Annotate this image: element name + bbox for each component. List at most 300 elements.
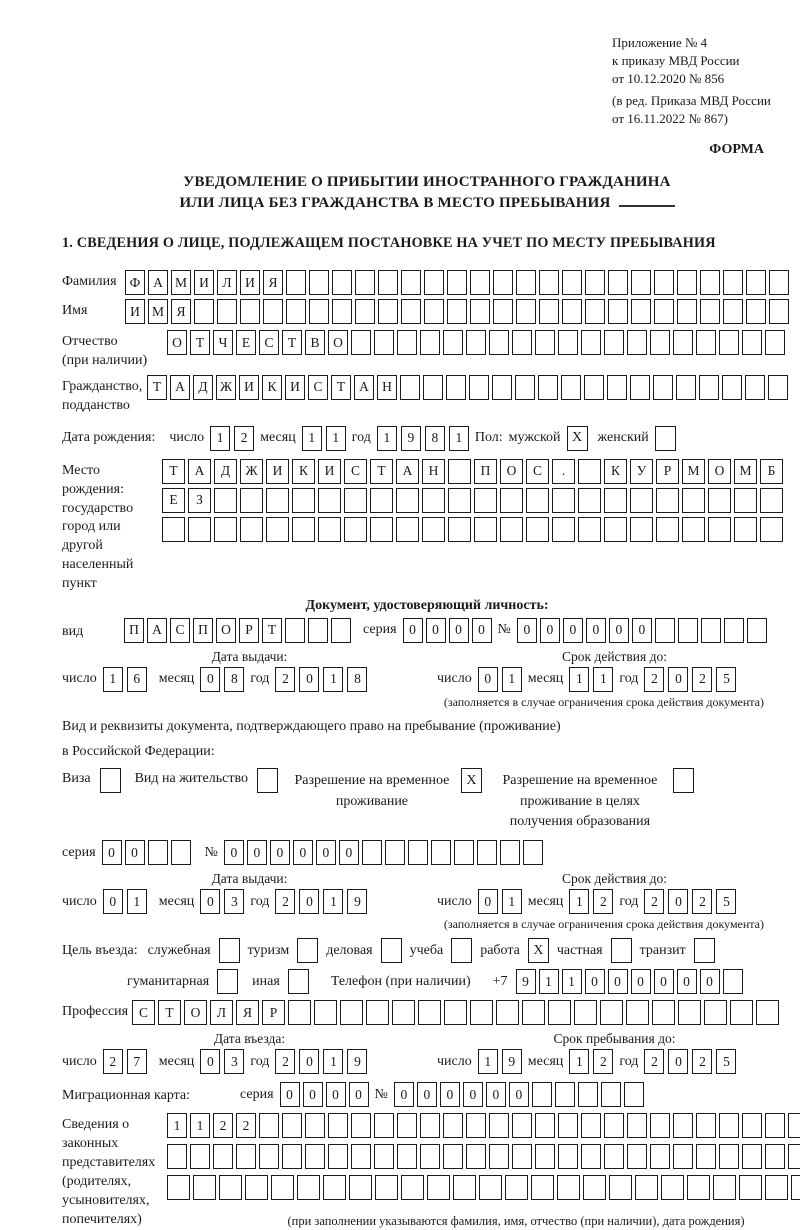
char-box[interactable] bbox=[708, 488, 731, 513]
char-box[interactable]: 1 bbox=[593, 667, 613, 692]
char-box[interactable] bbox=[500, 517, 523, 542]
char-box[interactable]: И bbox=[125, 299, 145, 324]
char-box[interactable] bbox=[769, 270, 789, 295]
char-box[interactable] bbox=[722, 375, 742, 400]
char-box[interactable] bbox=[370, 488, 393, 513]
char-box[interactable]: 0 bbox=[299, 667, 319, 692]
char-box[interactable] bbox=[687, 1175, 710, 1200]
char-box[interactable] bbox=[214, 488, 237, 513]
char-box[interactable] bbox=[700, 299, 720, 324]
char-box[interactable] bbox=[769, 299, 789, 324]
char-box[interactable] bbox=[578, 1082, 598, 1107]
char-box[interactable] bbox=[558, 330, 578, 355]
char-box[interactable] bbox=[723, 969, 743, 994]
char-box[interactable] bbox=[724, 618, 744, 643]
char-box[interactable] bbox=[760, 488, 783, 513]
char-box[interactable]: 0 bbox=[478, 667, 498, 692]
char-box[interactable]: 0 bbox=[440, 1082, 460, 1107]
char-box[interactable] bbox=[418, 1000, 441, 1025]
char-box[interactable] bbox=[516, 270, 536, 295]
char-box[interactable] bbox=[604, 1113, 624, 1138]
char-box[interactable]: Е bbox=[236, 330, 256, 355]
char-box[interactable] bbox=[318, 517, 341, 542]
char-box[interactable] bbox=[604, 517, 627, 542]
char-box[interactable] bbox=[765, 1113, 785, 1138]
char-box[interactable] bbox=[328, 1113, 348, 1138]
char-box[interactable] bbox=[446, 375, 466, 400]
char-box[interactable] bbox=[608, 299, 628, 324]
char-box[interactable] bbox=[708, 517, 731, 542]
char-box[interactable] bbox=[581, 1144, 601, 1169]
char-box[interactable]: Т bbox=[262, 618, 282, 643]
char-box[interactable] bbox=[583, 1175, 606, 1200]
char-box[interactable]: 2 bbox=[213, 1113, 233, 1138]
char-box[interactable]: М bbox=[171, 270, 191, 295]
char-box[interactable]: 9 bbox=[502, 1049, 522, 1074]
purpose-private-checkbox[interactable] bbox=[611, 938, 632, 963]
temp-residence-edu-checkbox[interactable] bbox=[673, 768, 694, 793]
char-box[interactable] bbox=[548, 1000, 571, 1025]
char-box[interactable]: 0 bbox=[677, 969, 697, 994]
char-box[interactable] bbox=[332, 299, 352, 324]
char-box[interactable] bbox=[474, 488, 497, 513]
char-box[interactable]: 1 bbox=[377, 426, 397, 451]
char-box[interactable]: 1 bbox=[478, 1049, 498, 1074]
char-box[interactable]: 5 bbox=[716, 889, 736, 914]
char-box[interactable] bbox=[696, 1113, 716, 1138]
char-box[interactable]: С bbox=[344, 459, 367, 484]
char-box[interactable]: 2 bbox=[236, 1113, 256, 1138]
char-box[interactable]: Р bbox=[656, 459, 679, 484]
char-box[interactable]: 2 bbox=[593, 1049, 613, 1074]
char-box[interactable] bbox=[349, 1175, 372, 1200]
char-box[interactable]: 1 bbox=[323, 667, 343, 692]
char-box[interactable] bbox=[443, 1144, 463, 1169]
char-box[interactable]: К bbox=[262, 375, 282, 400]
char-box[interactable]: 9 bbox=[516, 969, 536, 994]
char-box[interactable]: 6 bbox=[127, 667, 147, 692]
char-box[interactable] bbox=[448, 459, 471, 484]
char-box[interactable] bbox=[282, 1113, 302, 1138]
char-box[interactable] bbox=[397, 1113, 417, 1138]
char-box[interactable] bbox=[431, 840, 451, 865]
char-box[interactable]: Т bbox=[331, 375, 351, 400]
char-box[interactable] bbox=[624, 1082, 644, 1107]
char-box[interactable]: 0 bbox=[463, 1082, 483, 1107]
char-box[interactable] bbox=[489, 330, 509, 355]
char-box[interactable] bbox=[443, 1113, 463, 1138]
char-box[interactable]: 1 bbox=[323, 889, 343, 914]
char-box[interactable] bbox=[734, 517, 757, 542]
char-box[interactable] bbox=[344, 488, 367, 513]
char-box[interactable]: С bbox=[526, 459, 549, 484]
char-box[interactable] bbox=[512, 330, 532, 355]
char-box[interactable] bbox=[535, 330, 555, 355]
char-box[interactable]: Ж bbox=[240, 459, 263, 484]
char-box[interactable] bbox=[392, 1000, 415, 1025]
char-box[interactable] bbox=[385, 840, 405, 865]
char-box[interactable] bbox=[454, 840, 474, 865]
char-box[interactable] bbox=[259, 1113, 279, 1138]
char-box[interactable] bbox=[523, 840, 543, 865]
char-box[interactable]: 0 bbox=[509, 1082, 529, 1107]
char-box[interactable] bbox=[676, 375, 696, 400]
char-box[interactable]: 0 bbox=[339, 840, 359, 865]
char-box[interactable]: Л bbox=[217, 270, 237, 295]
char-box[interactable] bbox=[745, 375, 765, 400]
char-box[interactable] bbox=[422, 488, 445, 513]
char-box[interactable] bbox=[505, 1175, 528, 1200]
char-box[interactable] bbox=[366, 1000, 389, 1025]
char-box[interactable]: 0 bbox=[270, 840, 290, 865]
char-box[interactable] bbox=[351, 1144, 371, 1169]
char-box[interactable] bbox=[552, 517, 575, 542]
char-box[interactable] bbox=[323, 1175, 346, 1200]
char-box[interactable] bbox=[538, 375, 558, 400]
char-box[interactable]: А bbox=[148, 270, 168, 295]
char-box[interactable] bbox=[713, 1175, 736, 1200]
char-box[interactable] bbox=[701, 618, 721, 643]
char-box[interactable] bbox=[309, 270, 329, 295]
char-box[interactable] bbox=[370, 517, 393, 542]
char-box[interactable] bbox=[661, 1175, 684, 1200]
char-box[interactable] bbox=[443, 330, 463, 355]
char-box[interactable]: 1 bbox=[569, 1049, 589, 1074]
char-box[interactable] bbox=[308, 618, 328, 643]
char-box[interactable]: 0 bbox=[125, 840, 145, 865]
char-box[interactable]: 0 bbox=[632, 618, 652, 643]
char-box[interactable] bbox=[585, 270, 605, 295]
char-box[interactable] bbox=[374, 330, 394, 355]
char-box[interactable]: А bbox=[147, 618, 167, 643]
char-box[interactable] bbox=[578, 459, 601, 484]
char-box[interactable] bbox=[581, 1113, 601, 1138]
purpose-business-checkbox[interactable] bbox=[381, 938, 402, 963]
char-box[interactable] bbox=[444, 1000, 467, 1025]
char-box[interactable]: О bbox=[328, 330, 348, 355]
char-box[interactable] bbox=[535, 1113, 555, 1138]
char-box[interactable] bbox=[627, 330, 647, 355]
char-box[interactable] bbox=[739, 1175, 762, 1200]
char-box[interactable] bbox=[626, 1000, 649, 1025]
char-box[interactable] bbox=[557, 1175, 580, 1200]
char-box[interactable]: А bbox=[354, 375, 374, 400]
char-box[interactable]: 0 bbox=[486, 1082, 506, 1107]
purpose-transit-checkbox[interactable] bbox=[694, 938, 715, 963]
char-box[interactable]: 0 bbox=[224, 840, 244, 865]
char-box[interactable] bbox=[194, 299, 214, 324]
char-box[interactable] bbox=[723, 299, 743, 324]
char-box[interactable] bbox=[555, 1082, 575, 1107]
char-box[interactable] bbox=[678, 1000, 701, 1025]
char-box[interactable] bbox=[397, 1144, 417, 1169]
char-box[interactable]: Ч bbox=[213, 330, 233, 355]
purpose-study-checkbox[interactable] bbox=[451, 938, 472, 963]
char-box[interactable] bbox=[245, 1175, 268, 1200]
char-box[interactable]: 1 bbox=[103, 667, 123, 692]
char-box[interactable] bbox=[760, 517, 783, 542]
char-box[interactable] bbox=[788, 1144, 800, 1169]
char-box[interactable]: О bbox=[216, 618, 236, 643]
char-box[interactable]: И bbox=[239, 375, 259, 400]
char-box[interactable] bbox=[719, 1144, 739, 1169]
char-box[interactable] bbox=[539, 299, 559, 324]
char-box[interactable] bbox=[630, 375, 650, 400]
char-box[interactable]: 1 bbox=[562, 969, 582, 994]
char-box[interactable] bbox=[236, 1144, 256, 1169]
char-box[interactable] bbox=[673, 1113, 693, 1138]
char-box[interactable] bbox=[746, 299, 766, 324]
char-box[interactable]: 1 bbox=[167, 1113, 187, 1138]
char-box[interactable] bbox=[400, 375, 420, 400]
char-box[interactable] bbox=[531, 1175, 554, 1200]
char-box[interactable] bbox=[788, 1113, 800, 1138]
char-box[interactable]: М bbox=[734, 459, 757, 484]
char-box[interactable]: Н bbox=[422, 459, 445, 484]
char-box[interactable] bbox=[340, 1000, 363, 1025]
char-box[interactable]: 0 bbox=[472, 618, 492, 643]
char-box[interactable] bbox=[214, 517, 237, 542]
char-box[interactable]: Д bbox=[214, 459, 237, 484]
purpose-humanitarian-checkbox[interactable] bbox=[217, 969, 238, 994]
char-box[interactable]: 0 bbox=[403, 618, 423, 643]
char-box[interactable] bbox=[535, 1144, 555, 1169]
char-box[interactable] bbox=[562, 299, 582, 324]
char-box[interactable] bbox=[332, 270, 352, 295]
char-box[interactable] bbox=[630, 517, 653, 542]
char-box[interactable] bbox=[747, 618, 767, 643]
char-box[interactable] bbox=[630, 488, 653, 513]
visa-checkbox[interactable] bbox=[100, 768, 121, 793]
char-box[interactable] bbox=[466, 330, 486, 355]
char-box[interactable] bbox=[305, 1113, 325, 1138]
char-box[interactable] bbox=[477, 840, 497, 865]
char-box[interactable] bbox=[148, 840, 168, 865]
char-box[interactable] bbox=[515, 375, 535, 400]
sex-male-checkbox[interactable]: X bbox=[567, 426, 588, 451]
char-box[interactable]: О bbox=[500, 459, 523, 484]
char-box[interactable]: 9 bbox=[347, 1049, 367, 1074]
char-box[interactable] bbox=[318, 488, 341, 513]
char-box[interactable] bbox=[378, 270, 398, 295]
char-box[interactable] bbox=[448, 488, 471, 513]
char-box[interactable] bbox=[466, 1144, 486, 1169]
char-box[interactable]: Я bbox=[171, 299, 191, 324]
char-box[interactable]: 7 bbox=[127, 1049, 147, 1074]
char-box[interactable] bbox=[604, 330, 624, 355]
char-box[interactable]: 0 bbox=[609, 618, 629, 643]
char-box[interactable] bbox=[584, 375, 604, 400]
char-box[interactable] bbox=[730, 1000, 753, 1025]
char-box[interactable] bbox=[427, 1175, 450, 1200]
char-box[interactable]: 0 bbox=[303, 1082, 323, 1107]
char-box[interactable] bbox=[374, 1144, 394, 1169]
char-box[interactable] bbox=[466, 1113, 486, 1138]
char-box[interactable] bbox=[240, 299, 260, 324]
char-box[interactable]: Д bbox=[193, 375, 213, 400]
char-box[interactable]: 1 bbox=[326, 426, 346, 451]
char-box[interactable]: И bbox=[240, 270, 260, 295]
char-box[interactable]: 0 bbox=[349, 1082, 369, 1107]
char-box[interactable] bbox=[704, 1000, 727, 1025]
char-box[interactable] bbox=[292, 517, 315, 542]
purpose-tourism-checkbox[interactable] bbox=[297, 938, 318, 963]
char-box[interactable]: Е bbox=[162, 488, 185, 513]
char-box[interactable]: 0 bbox=[585, 969, 605, 994]
char-box[interactable]: 9 bbox=[401, 426, 421, 451]
char-box[interactable]: 2 bbox=[103, 1049, 123, 1074]
char-box[interactable] bbox=[654, 299, 674, 324]
char-box[interactable]: 2 bbox=[593, 889, 613, 914]
char-box[interactable] bbox=[351, 1113, 371, 1138]
char-box[interactable] bbox=[512, 1113, 532, 1138]
char-box[interactable]: 1 bbox=[190, 1113, 210, 1138]
char-box[interactable]: 0 bbox=[426, 618, 446, 643]
char-box[interactable] bbox=[188, 517, 211, 542]
char-box[interactable] bbox=[682, 488, 705, 513]
char-box[interactable] bbox=[656, 517, 679, 542]
char-box[interactable]: Т bbox=[147, 375, 167, 400]
char-box[interactable]: 1 bbox=[502, 667, 522, 692]
char-box[interactable]: 1 bbox=[127, 889, 147, 914]
char-box[interactable]: 0 bbox=[517, 618, 537, 643]
char-box[interactable]: С bbox=[132, 1000, 155, 1025]
char-box[interactable] bbox=[719, 330, 739, 355]
char-box[interactable] bbox=[401, 1175, 424, 1200]
char-box[interactable] bbox=[470, 1000, 493, 1025]
char-box[interactable]: М bbox=[148, 299, 168, 324]
char-box[interactable] bbox=[746, 270, 766, 295]
char-box[interactable] bbox=[167, 1175, 190, 1200]
char-box[interactable]: 0 bbox=[200, 667, 220, 692]
char-box[interactable] bbox=[700, 270, 720, 295]
char-box[interactable] bbox=[469, 375, 489, 400]
char-box[interactable] bbox=[447, 270, 467, 295]
char-box[interactable] bbox=[492, 375, 512, 400]
char-box[interactable] bbox=[682, 517, 705, 542]
char-box[interactable]: 2 bbox=[275, 889, 295, 914]
residence-permit-checkbox[interactable] bbox=[257, 768, 278, 793]
char-box[interactable]: 0 bbox=[316, 840, 336, 865]
char-box[interactable]: А bbox=[188, 459, 211, 484]
char-box[interactable]: 2 bbox=[644, 889, 664, 914]
char-box[interactable]: 0 bbox=[200, 1049, 220, 1074]
char-box[interactable] bbox=[474, 517, 497, 542]
char-box[interactable] bbox=[608, 270, 628, 295]
char-box[interactable] bbox=[756, 1000, 779, 1025]
char-box[interactable]: К bbox=[292, 459, 315, 484]
char-box[interactable] bbox=[653, 375, 673, 400]
char-box[interactable]: Т bbox=[190, 330, 210, 355]
char-box[interactable]: 0 bbox=[103, 889, 123, 914]
char-box[interactable] bbox=[742, 330, 762, 355]
char-box[interactable]: 0 bbox=[654, 969, 674, 994]
char-box[interactable]: И bbox=[285, 375, 305, 400]
char-box[interactable] bbox=[424, 299, 444, 324]
char-box[interactable] bbox=[558, 1144, 578, 1169]
char-box[interactable]: 2 bbox=[692, 667, 712, 692]
char-box[interactable] bbox=[652, 1000, 675, 1025]
char-box[interactable] bbox=[765, 1144, 785, 1169]
char-box[interactable] bbox=[171, 840, 191, 865]
char-box[interactable] bbox=[420, 1144, 440, 1169]
char-box[interactable] bbox=[408, 840, 428, 865]
char-box[interactable] bbox=[650, 1144, 670, 1169]
char-box[interactable] bbox=[526, 488, 549, 513]
char-box[interactable]: П bbox=[124, 618, 144, 643]
char-box[interactable] bbox=[479, 1175, 502, 1200]
char-box[interactable]: О bbox=[708, 459, 731, 484]
char-box[interactable]: Я bbox=[263, 270, 283, 295]
char-box[interactable] bbox=[375, 1175, 398, 1200]
char-box[interactable]: 0 bbox=[586, 618, 606, 643]
char-box[interactable]: М bbox=[682, 459, 705, 484]
char-box[interactable]: 2 bbox=[644, 1049, 664, 1074]
char-box[interactable] bbox=[655, 618, 675, 643]
char-box[interactable]: . bbox=[552, 459, 575, 484]
char-box[interactable] bbox=[355, 270, 375, 295]
char-box[interactable] bbox=[309, 299, 329, 324]
char-box[interactable] bbox=[516, 299, 536, 324]
char-box[interactable]: 0 bbox=[668, 1049, 688, 1074]
char-box[interactable] bbox=[677, 270, 697, 295]
char-box[interactable]: 0 bbox=[540, 618, 560, 643]
char-box[interactable] bbox=[420, 330, 440, 355]
char-box[interactable] bbox=[742, 1144, 762, 1169]
char-box[interactable] bbox=[362, 840, 382, 865]
char-box[interactable] bbox=[512, 1144, 532, 1169]
char-box[interactable]: 1 bbox=[210, 426, 230, 451]
char-box[interactable]: И bbox=[318, 459, 341, 484]
char-box[interactable]: 9 bbox=[347, 889, 367, 914]
char-box[interactable]: 1 bbox=[569, 667, 589, 692]
char-box[interactable] bbox=[396, 488, 419, 513]
char-box[interactable] bbox=[609, 1175, 632, 1200]
purpose-official-checkbox[interactable] bbox=[219, 938, 240, 963]
char-box[interactable]: С bbox=[170, 618, 190, 643]
char-box[interactable] bbox=[696, 330, 716, 355]
char-box[interactable]: Р bbox=[239, 618, 259, 643]
char-box[interactable] bbox=[539, 270, 559, 295]
char-box[interactable]: 2 bbox=[692, 889, 712, 914]
char-box[interactable] bbox=[561, 375, 581, 400]
char-box[interactable] bbox=[288, 1000, 311, 1025]
char-box[interactable]: У bbox=[630, 459, 653, 484]
char-box[interactable] bbox=[604, 488, 627, 513]
char-box[interactable] bbox=[673, 1144, 693, 1169]
char-box[interactable] bbox=[650, 330, 670, 355]
char-box[interactable]: С bbox=[259, 330, 279, 355]
char-box[interactable] bbox=[734, 488, 757, 513]
char-box[interactable]: К bbox=[604, 459, 627, 484]
char-box[interactable] bbox=[601, 1082, 621, 1107]
char-box[interactable]: 8 bbox=[347, 667, 367, 692]
char-box[interactable]: 3 bbox=[224, 1049, 244, 1074]
char-box[interactable] bbox=[423, 375, 443, 400]
char-box[interactable] bbox=[489, 1144, 509, 1169]
char-box[interactable]: И bbox=[194, 270, 214, 295]
char-box[interactable]: 0 bbox=[299, 1049, 319, 1074]
char-box[interactable] bbox=[765, 330, 785, 355]
char-box[interactable] bbox=[240, 517, 263, 542]
char-box[interactable] bbox=[656, 488, 679, 513]
char-box[interactable]: А bbox=[396, 459, 419, 484]
char-box[interactable]: 1 bbox=[502, 889, 522, 914]
char-box[interactable] bbox=[627, 1113, 647, 1138]
char-box[interactable] bbox=[500, 840, 520, 865]
char-box[interactable] bbox=[585, 299, 605, 324]
temp-residence-checkbox[interactable]: X bbox=[461, 768, 482, 793]
